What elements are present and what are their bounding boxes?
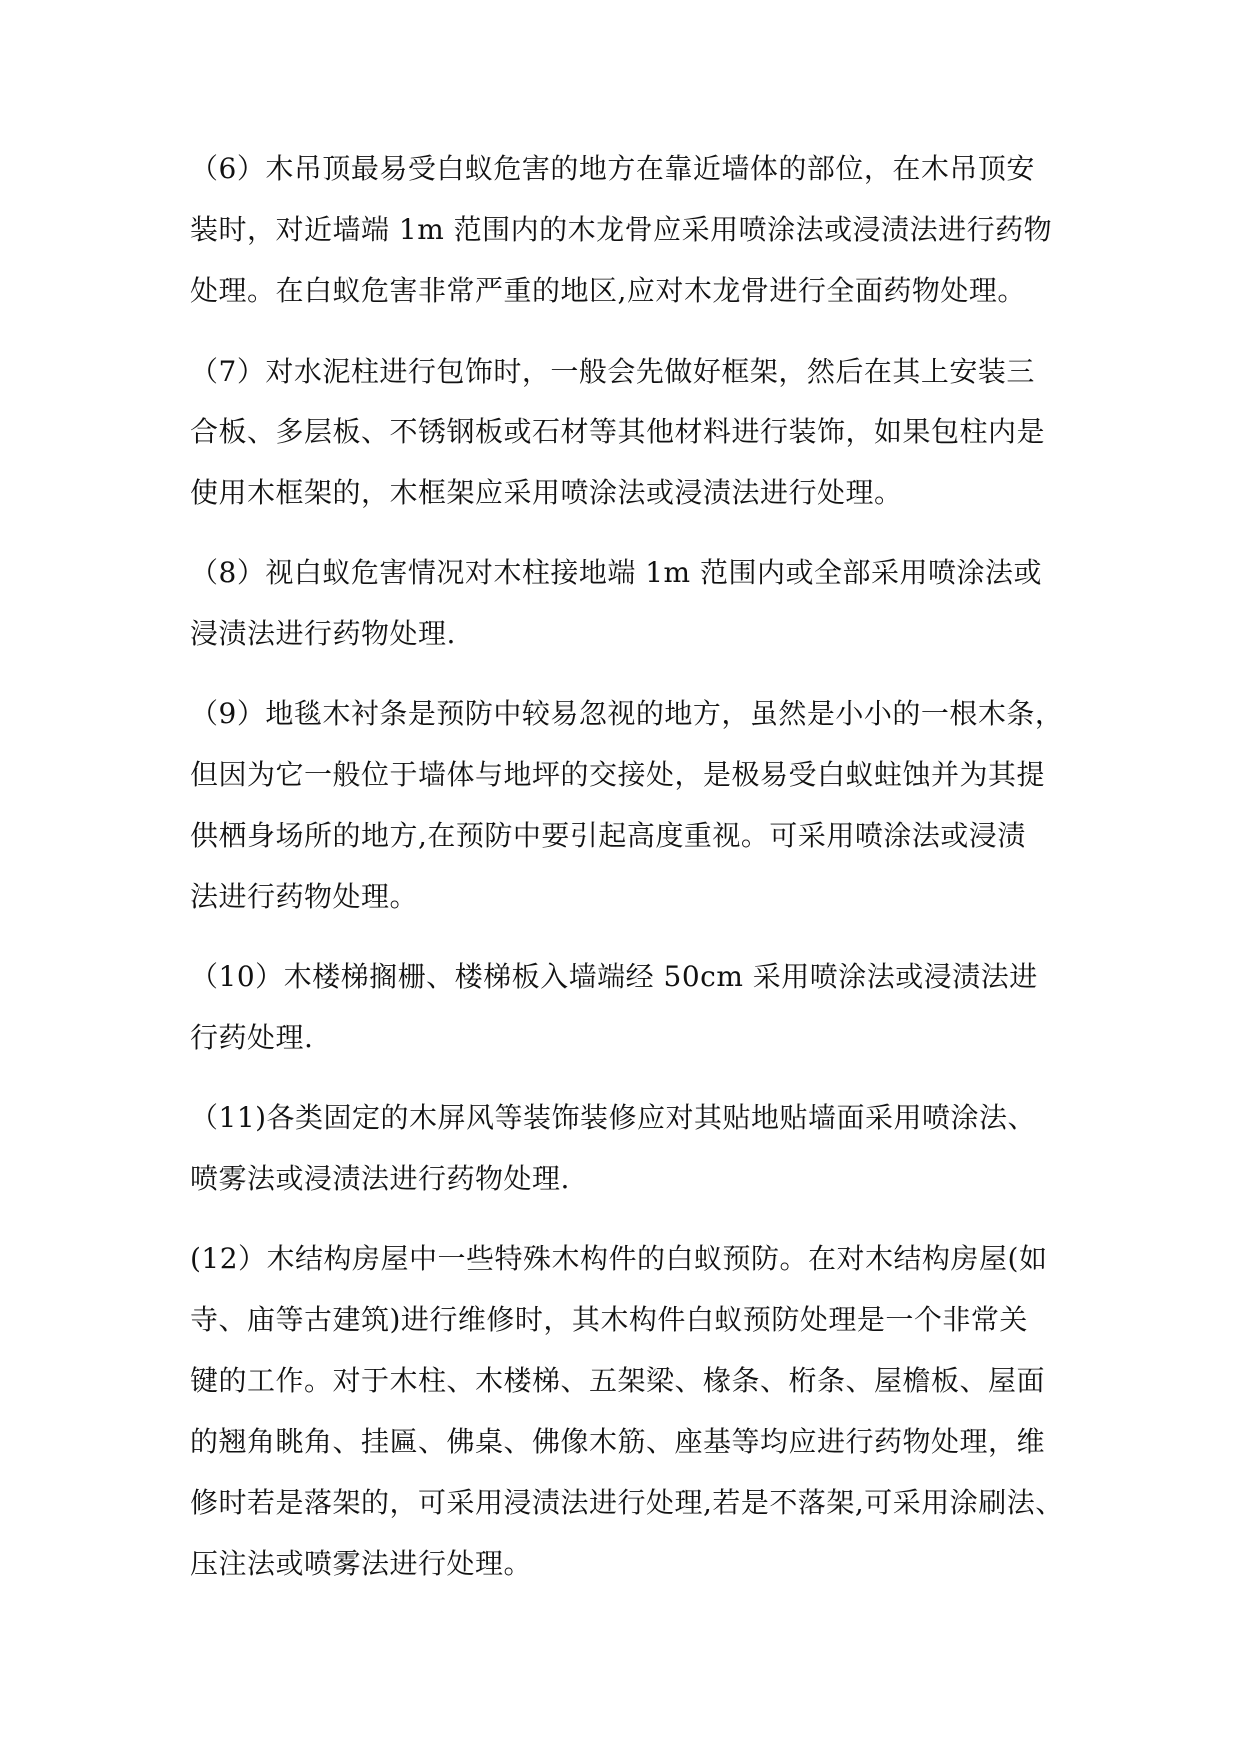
text-line: （8）视白蚁危害情况对木柱接地端 1m 范围内或全部采用喷涂法或 [190, 556, 1042, 589]
text-line: （9）地毯木衬条是预防中较易忽视的地方，虽然是小小的一根木条， [190, 697, 1064, 730]
text-line: 使用木框架的，木框架应采用喷涂法或浸渍法进行处理。 [190, 476, 903, 509]
text-line: 浸渍法进行药物处理. [190, 617, 456, 650]
text-line: 压注法或喷雾法进行处理。 [190, 1547, 533, 1580]
text-line: （6）木吊顶最易受白蚁危害的地方在靠近墙体的部位，在木吊顶安 [190, 152, 1035, 185]
text-line: 合板、多层板、不锈钢板或石材等其他材料进行装饰，如果包柱内是 [190, 415, 1046, 448]
text-line: 法进行药物处理。 [190, 880, 419, 913]
text-line: 但因为它一般位于墙体与地坪的交接处，是极易受白蚁蛀蚀并为其提 [190, 758, 1046, 791]
text-line: （11)各类固定的木屏风等装饰装修应对其贴地贴墙面采用喷涂法、 [190, 1101, 1037, 1134]
text-line: 寺、庙等古建筑)进行维修时，其木构件白蚁预防处理是一个非常关 [190, 1303, 1028, 1336]
text-line: 修时若是落架的，可采用浸渍法进行处理,若是不落架,可采用涂刷法、 [190, 1486, 1064, 1519]
text-line: (12）木结构房屋中一些特殊木构件的白蚁预防。在对木结构房屋(如 [190, 1242, 1048, 1275]
text-line: 行药处理. [190, 1021, 314, 1054]
text-line: 处理。在白蚁危害非常严重的地区,应对木龙骨进行全面药物处理。 [190, 274, 1026, 307]
text-line: 喷雾法或浸渍法进行药物处理. [190, 1162, 570, 1195]
text-line: 供栖身场所的地方,在预防中要引起高度重视。可采用喷涂法或浸渍 [190, 819, 1026, 852]
text-line: （10）木楼梯搁栅、楼梯板入墙端经 50cm 采用喷涂法或浸渍法进 [190, 960, 1038, 993]
text-line: （7）对水泥柱进行包饰时，一般会先做好框架，然后在其上安装三 [190, 355, 1035, 388]
text-line: 装时，对近墙端 1m 范围内的木龙骨应采用喷涂法或浸渍法进行药物 [190, 213, 1053, 246]
text-line: 的翘角眺角、挂匾、佛桌、佛像木筋、座基等均应进行药物处理，维 [190, 1425, 1046, 1458]
text-line: 键的工作。对于木柱、木楼梯、五架梁、椽条、桁条、屋檐板、屋面 [190, 1364, 1046, 1397]
